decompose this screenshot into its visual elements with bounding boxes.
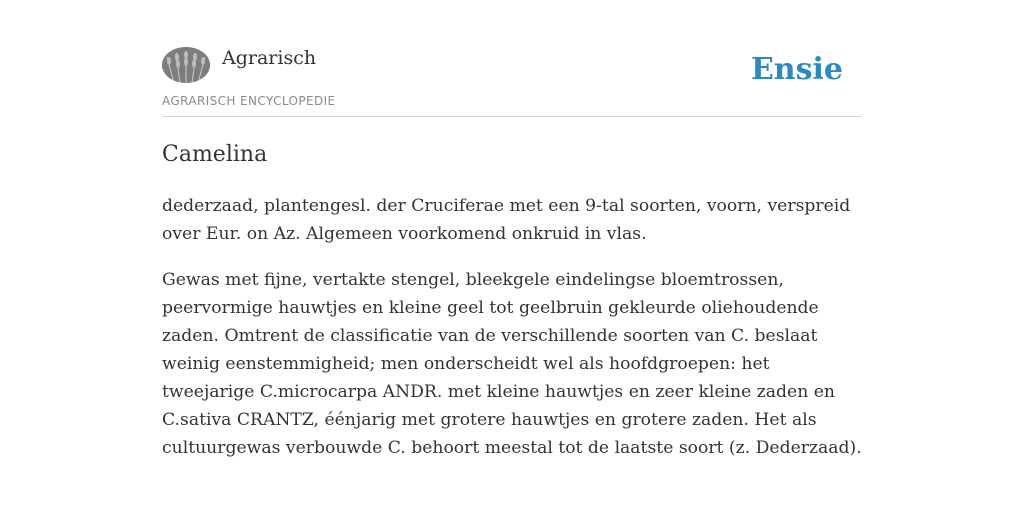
page-title: Camelina [162, 142, 268, 167]
header [162, 44, 862, 117]
wheat-avatar-icon[interactable] [162, 47, 210, 83]
article-paragraph: dederzaad, plantengesl. der Cruciferae met een 9-tal soorten, voorn, verspreid over Eur. on Az. Algemeen voorkomend onkruid in vlas. [162, 196, 851, 244]
brand-logo[interactable]: Ensie [750, 52, 843, 87]
article-paragraph: Gewas met fijne, vertakte stengel, bleekgele eindelingse bloemtrossen, peervormige hauwtjes en kleine geel tot geelbruin gekleurde oliehoudende zaden. Omtrent de classificatie van de verschillende soorten van C. beslaat weinig eenstemmigheid; men onderscheidt wel als hoofdgroepen: het tweejarige C.microcarpa ANDR. met kleine hauwtjes en zeer kleine zaden en C.sativa CRANTZ, éénjarig met grotere hauwtjes en grotere zaden. Het als cultuurgewas verbouwde C. behoort meestal tot de laatste soort (z. Dederzaad). [162, 270, 862, 458]
article-body [162, 192, 862, 480]
source-name[interactable]: Agrarisch [222, 47, 317, 69]
source-subtitle: AGRARISCH ENCYCLOPEDIE [162, 94, 336, 108]
